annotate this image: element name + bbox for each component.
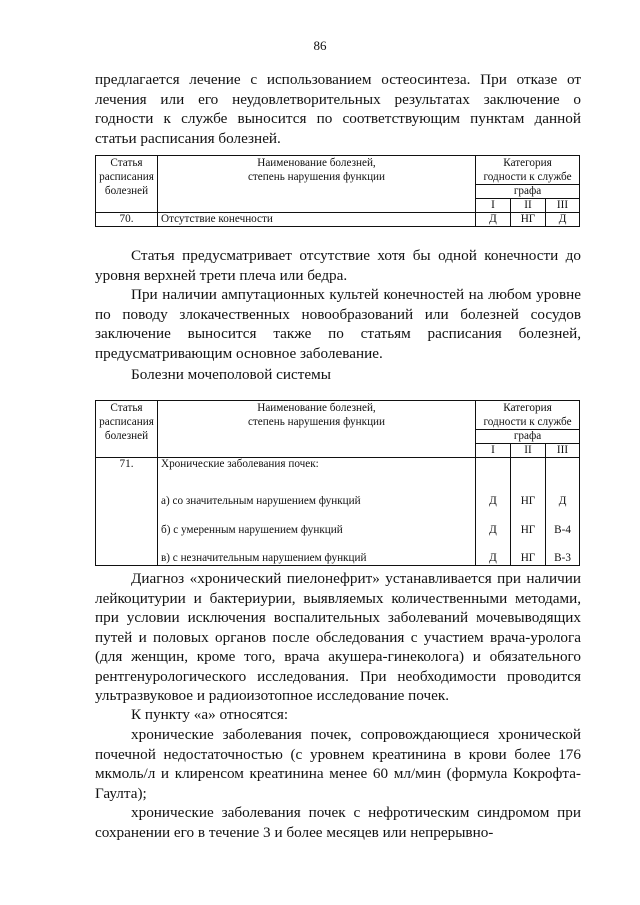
- row-value-2: НГ: [511, 508, 546, 537]
- header-article: Статья расписания болезней: [96, 401, 158, 458]
- page-number: 86: [313, 38, 327, 53]
- row-value-1: Д: [476, 213, 511, 227]
- row-value-1: Д: [476, 537, 511, 566]
- paragraph-5: К пункту «а» относятся:: [131, 706, 289, 723]
- row-value-1: Д: [476, 508, 511, 537]
- disease-table-1: [95, 155, 580, 227]
- section-heading: Болезни мочеполовой системы: [131, 366, 331, 383]
- table-row: [96, 537, 580, 566]
- paragraph-4: Диагноз «хронический пиелонефрит» устанавливается при наличии лейкоцитурии и бактериурии, выявляемых количественными методами, при условии исключения воспалительных заболеваний мочевыводящих путей и половых органов после обследования с участием врача-уролога (для женщин, кроме того, врача акушера-гинеколога) и обязательного рентгенурологического исследования. При необходимости проводится ультразвуковое и радиоизотопное исследование почек.: [95, 570, 581, 704]
- row-value-1: Д: [476, 480, 511, 508]
- paragraph-6: хронические заболевания почек, сопровождающиеся хронической почечной недостаточностью (с уровнем креатинина в крови более 176 мкмоль/л и клиренсом креатинина менее 60 мл/мин (формула Кокрофта-Гаулта);: [95, 726, 581, 802]
- header-col-1: I: [476, 444, 511, 458]
- header-col-1: I: [476, 199, 511, 213]
- row-name: Отсутствие конечности: [158, 213, 476, 227]
- header-article: Статья расписания болезней: [96, 156, 158, 213]
- header-grafa: графа: [476, 185, 580, 199]
- table-row: [96, 458, 580, 480]
- table-row: [96, 508, 580, 537]
- paragraph-2: Статья предусматривает отсутствие хотя бы одной конечности до уровня верхней трети плеча или бедра.: [95, 247, 581, 284]
- header-name: Наименование болезней, степень нарушения функции: [158, 401, 476, 458]
- paragraph-3: При наличии ампутационных культей конечностей на любом уровне по поводу злокачественных новообразований или болезней сосудов заключение выносится также по статьям расписания болезней, предусматривающим основное заболевание.: [95, 286, 581, 362]
- row-value-3: Д: [546, 480, 580, 508]
- paragraph-7: хронические заболевания почек с нефротическим синдромом при сохранении его в течение 3 и более месяцев или непрерывно-: [95, 804, 581, 841]
- row-value-3: Д: [546, 213, 580, 227]
- row-value-2: НГ: [511, 537, 546, 566]
- header-col-3: III: [546, 444, 580, 458]
- row-value-3: В-4: [546, 508, 580, 537]
- row-value-3: В-3: [546, 537, 580, 566]
- header-grafa: графа: [476, 430, 580, 444]
- header-category: Категория годности к службе: [476, 401, 580, 430]
- row-name: а) со значительным нарушением функций: [158, 480, 476, 508]
- header-col-2: II: [511, 199, 546, 213]
- row-title: Хронические заболевания почек:: [158, 458, 476, 480]
- table-row: [96, 213, 580, 227]
- disease-table-2: [95, 400, 580, 566]
- header-col-2: II: [511, 444, 546, 458]
- row-article: 70.: [96, 213, 158, 227]
- row-value-2: НГ: [511, 213, 546, 227]
- header-col-3: III: [546, 199, 580, 213]
- header-name: Наименование болезней, степень нарушения функции: [158, 156, 476, 213]
- row-name: в) с незначительным нарушением функций: [158, 537, 476, 566]
- intro-paragraph: предлагается лечение с использованием остеосинтеза. При отказе от лечения или его неудовлетворительных результатах заключение о годности к службе выносится по соответствующим пунктам данной статьи расписания болезней.: [95, 71, 581, 147]
- header-category: Категория годности к службе: [476, 156, 580, 185]
- table-row: [96, 480, 580, 508]
- row-article: 71.: [96, 458, 158, 480]
- row-value-2: НГ: [511, 480, 546, 508]
- row-name: б) с умеренным нарушением функций: [158, 508, 476, 537]
